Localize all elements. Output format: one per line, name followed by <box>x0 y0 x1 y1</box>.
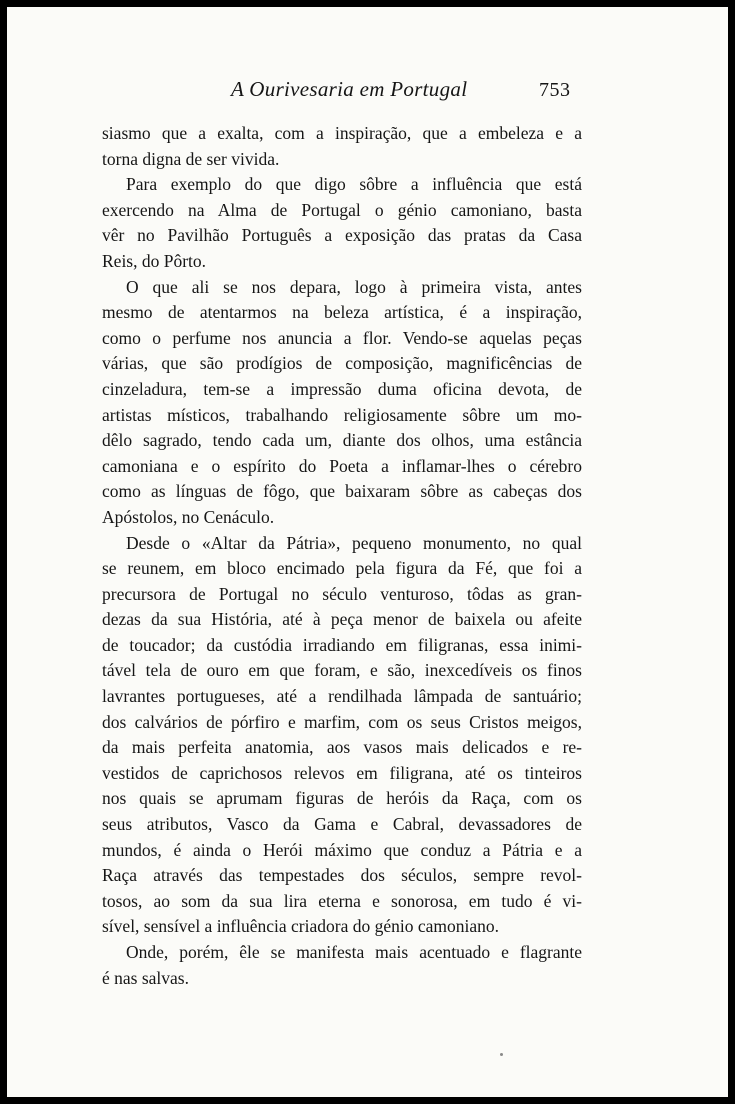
text-line: Para exemplo do que digo sôbre a influência que está <box>126 174 582 195</box>
paper-speck <box>500 1053 503 1056</box>
text-line: dezas da sua História, até à peça menor de baixela ou afeite <box>102 609 582 630</box>
text-line: de toucador; da custódia irradiando em filigranas, essa inimi- <box>102 634 582 655</box>
text-line: siasmo que a exalta, com a inspiração, que a embeleza e a <box>102 123 582 143</box>
text-line: torna digna de ser vivida. <box>102 148 280 169</box>
body-text <box>102 121 582 991</box>
text-line: Reis, do Pôrto. <box>102 250 207 271</box>
text-line: da mais perfeita anatomia, aos vasos mais delicados e re- <box>102 737 582 758</box>
text-line: dos calvários de pórfiro e marfim, com os seus Cristos meigos, <box>102 711 582 732</box>
text-line: cinzeladura, tem-se a impressão duma oficina devota, de <box>102 378 582 399</box>
text-line: precursora de Portugal no século venturoso, tôdas as gran- <box>102 583 582 604</box>
text-line: sível, sensível a influência criadora do génio camoniano. <box>102 916 500 937</box>
page-number: 753 <box>539 79 571 101</box>
text-line: dêlo sagrado, tendo cada um, diante dos olhos, uma estância <box>102 430 582 451</box>
paragraph <box>102 275 582 531</box>
paragraph <box>102 172 582 274</box>
text-line: seus atributos, Vasco da Gama e Cabral, devassadores de <box>102 814 582 835</box>
text-line: várias, que são prodígios de composição, magnificências de <box>102 353 582 374</box>
text-line: camoniana e o espírito do Poeta a inflamar-lhes o cérebro <box>102 455 582 476</box>
text-line: é nas salvas. <box>102 967 189 988</box>
running-title: A Ourivesaria em Portugal <box>231 77 468 101</box>
paragraph <box>102 940 582 991</box>
paragraph <box>102 531 582 941</box>
text-line: mundos, é ainda o Herói máximo que conduz a Pátria e a <box>102 839 582 860</box>
text-line: exercendo na Alma de Portugal o génio camoniano, basta <box>102 199 582 220</box>
text-line: artistas místicos, trabalhando religiosamente sôbre um mo- <box>102 404 582 425</box>
text-line: Raça através das tempestades dos séculos, sempre revol- <box>102 865 582 886</box>
text-line: O que ali se nos depara, logo à primeira vista, antes <box>126 276 582 297</box>
book-page <box>7 7 728 1097</box>
text-line: tosos, ao som da sua lira eterna e sonorosa, em tudo é vi- <box>102 890 582 911</box>
text-line: vestidos de caprichosos relevos em filigrana, até os tinteiros <box>102 762 582 783</box>
text-line: lavrantes portugueses, até a rendilhada lâmpada de santuário; <box>102 686 582 707</box>
text-line: nos quais se aprumam figuras de heróis da Raça, com os <box>102 788 582 809</box>
text-line: mesmo de atentarmos na beleza artística, é a inspiração, <box>102 302 582 323</box>
paragraph <box>102 121 582 172</box>
text-line: Apóstolos, no Cenáculo. <box>102 506 275 527</box>
text-line: tável tela de ouro em que foram, e são, inexcedíveis os finos <box>102 660 582 681</box>
text-line: vêr no Pavilhão Português a exposição das pratas da Casa <box>102 225 582 246</box>
text-line: como o perfume nos anuncia a flor. Vendo-se aquelas peças <box>102 327 582 348</box>
text-line: se reunem, em bloco encimado pela figura da Fé, que foi a <box>102 558 582 579</box>
text-line: Desde o «Altar da Pátria», pequeno monumento, no qual <box>126 532 582 553</box>
text-line: como as línguas de fôgo, que baixaram sôbre as cabeças dos <box>102 481 582 502</box>
running-head <box>7 73 728 103</box>
text-line: Onde, porém, êle se manifesta mais acentuado e flagrante <box>126 942 582 962</box>
